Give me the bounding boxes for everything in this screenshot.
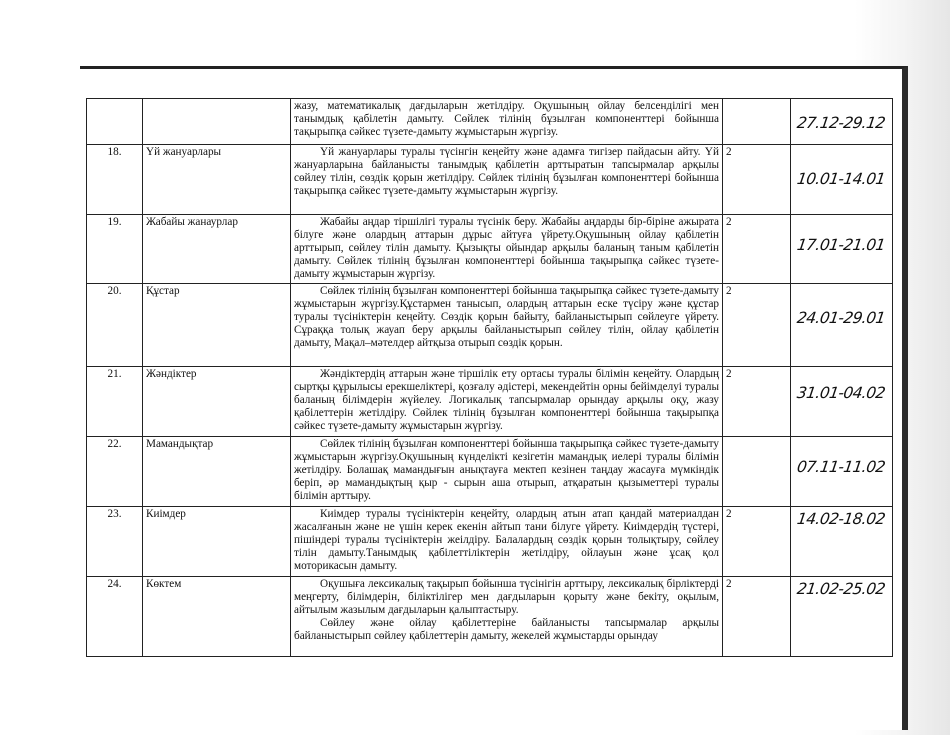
row-date bbox=[791, 507, 893, 577]
table-row bbox=[87, 284, 893, 367]
row-hours: 2 bbox=[723, 367, 791, 437]
handwritten-date: 21.02-25.02 bbox=[795, 580, 887, 598]
row-number: 21. bbox=[87, 367, 143, 437]
row-number: 19. bbox=[87, 215, 143, 284]
row-hours: 2 bbox=[723, 577, 791, 657]
row-number: 22. bbox=[87, 437, 143, 507]
handwritten-date: 24.01-29.01 bbox=[795, 309, 887, 327]
row-topic: Құстар bbox=[143, 284, 291, 367]
row-topic: Мамандықтар bbox=[143, 437, 291, 507]
content-paragraph: Жәндіктердің аттарын және тіршілік ету ортасы туралы білімін кеңейту. Олардың сыртқы құрылысы ерекшеліктері, қозғалу әдістері, мекендейтін орны бейімделуі туралы баланың білімдерін жүйелеу. Логикалық тапсырмалар орындау арқылы оқу, жазу қабілеттерін жетілдіру. Сөйлек тілінің бұзылған компоненттері бойынша тақырыпқа сәйкес түзете-дамыту жұмыстарын жүргізу. bbox=[294, 368, 719, 432]
row-number: 24. bbox=[87, 577, 143, 657]
content-paragraph: Оқушыға лексикалық тақырып бойынша түсінігін арттыру, лексикалық бірліктерді меңгерту, білімдерін, біліктілігер мен дағдыларын қорыту және бекіту, оқылым, айтылым жазылым дағдыларын қалыптастыру. bbox=[294, 578, 719, 616]
row-date bbox=[791, 145, 893, 215]
table-row bbox=[87, 145, 893, 215]
row-content bbox=[291, 284, 723, 367]
content-paragraph: Сөйлеу және ойлау қабілеттеріне байланысты тапсырмалар арқылы байланыстырып сөйлеу қабілеттерін дамыту, жекелей жұмыстарды орындау bbox=[294, 616, 719, 642]
row-hours bbox=[723, 437, 791, 507]
row-date bbox=[791, 367, 893, 437]
row-content bbox=[291, 577, 723, 657]
row-number bbox=[87, 99, 143, 145]
content-paragraph: жазу, математикалық дағдыларын жетілдіру. Оқушының ойлау белсенділігі мен танымдық қабілетін дамыту. Сөйлек тілінің бұзылған компоненттері бойынша тақырыпқа сәйкес түзете-дамыту жұмыстарын жүргізу. bbox=[294, 100, 719, 138]
content-paragraph: Сөйлек тілінің бұзылған компоненттері бойынша тақырыпқа сәйкес түзете-дамыту жұмыстарын жүргізу.Оқушының күнделікті кезігетін мамандық иелері туралы білімін жетілдіру. Болашақ мамандығын анықтауға мектеп кезінен таңдау жасауға мүмкіндік беріп, әр мамандықтың қыр - сырын аша отырып, атқаратын қызыметтері туралы білімін арттыру. bbox=[294, 438, 719, 502]
row-content bbox=[291, 145, 723, 215]
row-number: 20. bbox=[87, 284, 143, 367]
row-hours bbox=[723, 99, 791, 145]
content-paragraph: Сөйлек тілінің бұзылған компоненттері бойынша тақырыпқа сәйкес түзете-дамыту жұмыстарын жүргізу.Құстармен танысып, олардың аттарын еске түсіру және құстар туралы түсініктерін кеңейту. Сөздік қорын байыту, байланыстырып сөйлеуге үйрету. Сұраққа толық жауап беру арқылы байланыстырып сөйлеу тілін, ойлау қабілетін дамыту, Мақал–мәтелдер айтқыза отырып сөздік қорын. bbox=[294, 285, 719, 349]
row-date bbox=[791, 215, 893, 284]
handwritten-date: 14.02-18.02 bbox=[795, 510, 887, 528]
row-content bbox=[291, 367, 723, 437]
content-paragraph: Үй жануарлары туралы түсінгін кеңейту және адамға тигізер пайдасын айту. Үй жануарларына байланысты танымдық қабілетін арттыратын тапсырмалар арқылы сөйлеу тілін, сөздік қорын жетілдіру. Сөйлек тілінің бұзылған компоненттері бойынша тақырыпқа сәйкес түзете-дамыту жұмыстарын жүргізу. bbox=[294, 146, 719, 197]
row-content bbox=[291, 437, 723, 507]
row-topic: Көктем bbox=[143, 577, 291, 657]
handwritten-date: 07.11-11.02 bbox=[795, 458, 887, 476]
row-number: 23. bbox=[87, 507, 143, 577]
row-hours: 2 bbox=[723, 215, 791, 284]
handwritten-date: 10.01-14.01 bbox=[795, 170, 887, 188]
row-number: 18. bbox=[87, 145, 143, 215]
row-topic: Үй жануарлары bbox=[143, 145, 291, 215]
row-topic bbox=[143, 99, 291, 145]
row-date bbox=[791, 99, 893, 145]
row-topic: Жәндіктер bbox=[143, 367, 291, 437]
row-topic: Киімдер bbox=[143, 507, 291, 577]
row-topic: Жабайы жанаурлар bbox=[143, 215, 291, 284]
row-content bbox=[291, 507, 723, 577]
table-row bbox=[87, 99, 893, 145]
table-row bbox=[87, 367, 893, 437]
row-date bbox=[791, 577, 893, 657]
row-hours: 2 bbox=[723, 507, 791, 577]
table-row bbox=[87, 437, 893, 507]
content-paragraph: Жабайы аңдар тіршілігі туралы түсінік беру. Жабайы аңдарды бір-біріне ажырата білуге және олардың аттарын дұрыс айтуға үйрету.Оқушының ойлау қабілетін арттырып, сөйлеу тілін дамыту. Қызықты ойындар арқылы баланың таным қабілетін дамыту. Сөйлек тілінің бұзылған компоненттері бойынша тақырыпқа сәйкес түзете-дамыту жұмыстарын жүргізу. bbox=[294, 216, 719, 280]
row-hours: 2 bbox=[723, 284, 791, 367]
handwritten-date: 17.01-21.01 bbox=[795, 236, 887, 254]
content-paragraph: Киімдер туралы түсініктерін кеңейту, олардың атын атап қандай материалдан жасалғанын және не үшін керек екенін айтып тани білуге үйрету. Киімдердің түстері, пішіндері туралы түсініктерін жеілдіру. Балалардың сөздік қорын толықтыру, сөйлеу тілін дамыту.Танымдық қабілеттіліктерін жетілдіру, ойлауын және ұсақ қол моторикасын дамыту. bbox=[294, 508, 719, 572]
row-content bbox=[291, 99, 723, 145]
row-hours: 2 bbox=[723, 145, 791, 215]
handwritten-date: 31.01-04.02 bbox=[795, 384, 887, 402]
table-row bbox=[87, 577, 893, 657]
row-content bbox=[291, 215, 723, 284]
table-row bbox=[87, 215, 893, 284]
table-row bbox=[87, 507, 893, 577]
handwritten-date: 27.12-29.12 bbox=[795, 114, 887, 132]
row-date bbox=[791, 437, 893, 507]
row-date bbox=[791, 284, 893, 367]
lesson-plan-table bbox=[86, 98, 893, 657]
